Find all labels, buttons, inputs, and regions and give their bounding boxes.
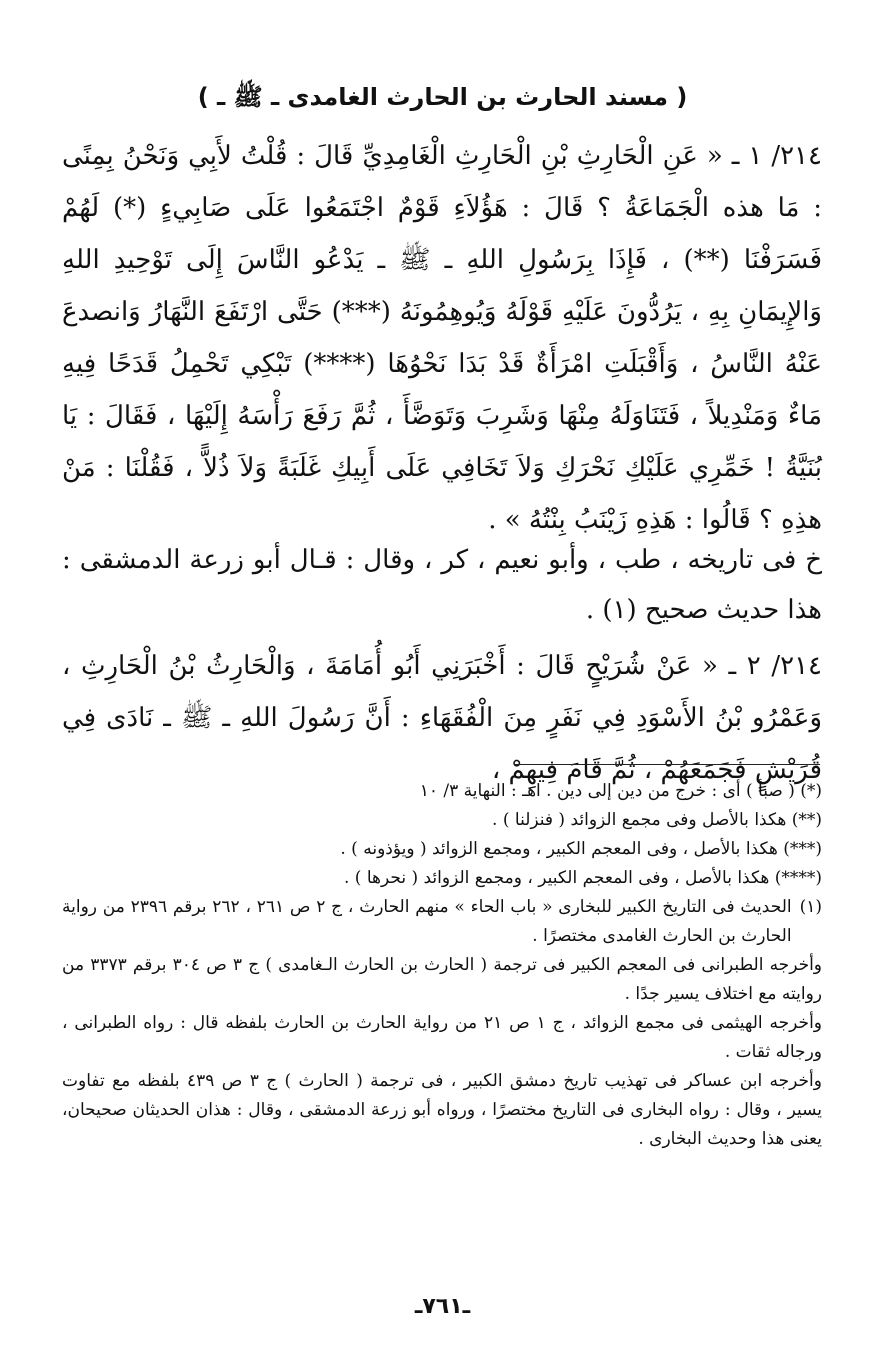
footnotes [62, 777, 822, 1154]
footnote-5-paragraph-4: وأخرجه ابن عساكر فى تهذيب تاريخ دمشق الكبير ، فى ترجمة ( الحارث ) ج ٣ ص ٤٣٩ بلفظه مع تفاوت يسير ، وقال : رواه البخارى فى التاريخ مختصرًا ، ورواه أبو زرعة الدمشقى ، وقال : هذان الحديثان صحيحان، يعنى هذا وحديث البخارى . [62, 1071, 822, 1149]
hadith-2 [62, 640, 822, 796]
footnote-2: (**) هكذا بالأصل وفى مجمع الزوائد ( فنزلنا ) . [492, 810, 822, 830]
page-number: ـ٧٦١ـ [414, 1294, 471, 1319]
section-title: ( مسند الحارث بن الحارث الغامدى ـ ﷺ ـ ) [197, 83, 688, 111]
hadith-1-source-text: خ فى تاريخه ، طب ، وأبو نعيم ، كر ، وقال : قـال أبو زرعة الدمشقى : هذا حديث صحيح (١) . [62, 545, 822, 625]
footnote-1: (*) ( صبأ ) أى : خرج من دين إلى دين . اهـ : النهاية ٣/ ١٠ [419, 781, 822, 801]
footnote-divider [515, 764, 820, 765]
footnote-5-mark: (١) [799, 897, 822, 917]
footnote-4: (****) هكذا بالأصل ، وفى المعجم الكبير ، ومجمع الزوائد ( نحرها ) . [344, 868, 822, 888]
hadith-1-source [62, 535, 822, 635]
footnote-3: (***) هكذا بالأصل ، وفى المعجم الكبير ، ومجمع الزوائد ( ويؤذونه ) . [340, 839, 822, 859]
hadith-1 [62, 130, 822, 546]
footnote-5-paragraph-2: وأخرجه الطبرانى فى المعجم الكبير فى ترجمة ( الحارث بن الحارث الـغامدى ) ج ٣ ص ٣٠٤ برقم ٣٣٧٣ من روايته مع اختلاف يسير جدًا . [62, 955, 823, 1004]
footnote-5 [62, 893, 822, 951]
footnote-5-text: الحديث فى التاريخ الكبير للبخارى « باب الحاء » منهم الحارث ، ج ٢ ص ٢٦١ ، ٢٦٢ برقم ٢٣٩٦ من رواية الحارث بن الحارث الغامدى مختصرًا . [62, 897, 792, 946]
hadith-1-text: ٢١٤/ ١ ـ « عَنِ الْحَارِثِ بْنِ الْحَارِثِ الْغَامِدِيِّ قَالَ : قُلْتُ لأَبِي وَنَحْنُ بِمِنًى : مَا هذه الْجَمَاعَةُ ؟ قَالَ : هَؤُلاَءِ قَوْمٌ اجْتَمَعُوا عَلَى صَابِيءٍ (*) لَهُمْ فَسَرَفْنَا (**) ، فَإِذَا بِرَسُولِ اللهِ ـ ﷺ ـ يَدْعُو النَّاسَ إِلَى تَوْحِيدِ اللهِ وَالإِيمَانِ بِهِ ، يَرُدُّونَ عَلَيْهِ قَوْلَهُ وَيُوهِمُونَهُ (***) حَتَّى ارْتَفَعَ النَّهَارُ وَانصدعَ عَنْهُ النَّاسُ ، وَأَقْبَلَتِ امْرَأَةٌ قَدْ بَدَا نَحْوُهَا (****) تَبْكِي تَحْمِلُ قَدَحًا فِيهِ مَاءٌ وَمَنْدِيلاً ، فَتَنَاوَلَهُ مِنْهَا وَشَرِبَ وَتَوَضَّأَ ، ثُمَّ رَفَعَ رَأْسَهُ إِلَيْهَا ، فَقَالَ : يَا بُنَيَّةُ ! خَمِّرِي عَلَيْكِ نَحْرَكِ وَلاَ تَخَافِي عَلَى أَبِيكِ غَلَبَةً وَلاَ ذُلاًّ ، فَقُلْنَا : مَنْ هذِهِ ؟ قَالُوا : هَذِهِ زَيْنَبُ بِنْتُهُ » . [62, 141, 822, 535]
hadith-2-text: ٢١٤/ ٢ ـ « عَنْ شُرَيْحٍ قَالَ : أَخْبَرَنِي أَبُو أُمَامَةَ ، وَالْحَارِثُ بْنُ الْحَارِثِ ، وَعَمْرُو بْنُ الأَسْوَدِ فِي نَفَرٍ مِنَ الْفُقَهَاءِ : أَنَّ رَسُولَ اللهِ ـ ﷺ ـ نَادَى فِي قُرَيْشٍ فَجَمَعَهُمْ ، ثُمَّ قَامَ فِيهِمْ ، [62, 651, 823, 785]
footnote-5-paragraph-3: وأخرجه الهيثمى فى مجمع الزوائد ، ج ١ ص ٢١ من رواية الحارث بن الحارث بلفظه قال : رواه الطبرانى ، ورجاله ثقات . [62, 1013, 822, 1062]
